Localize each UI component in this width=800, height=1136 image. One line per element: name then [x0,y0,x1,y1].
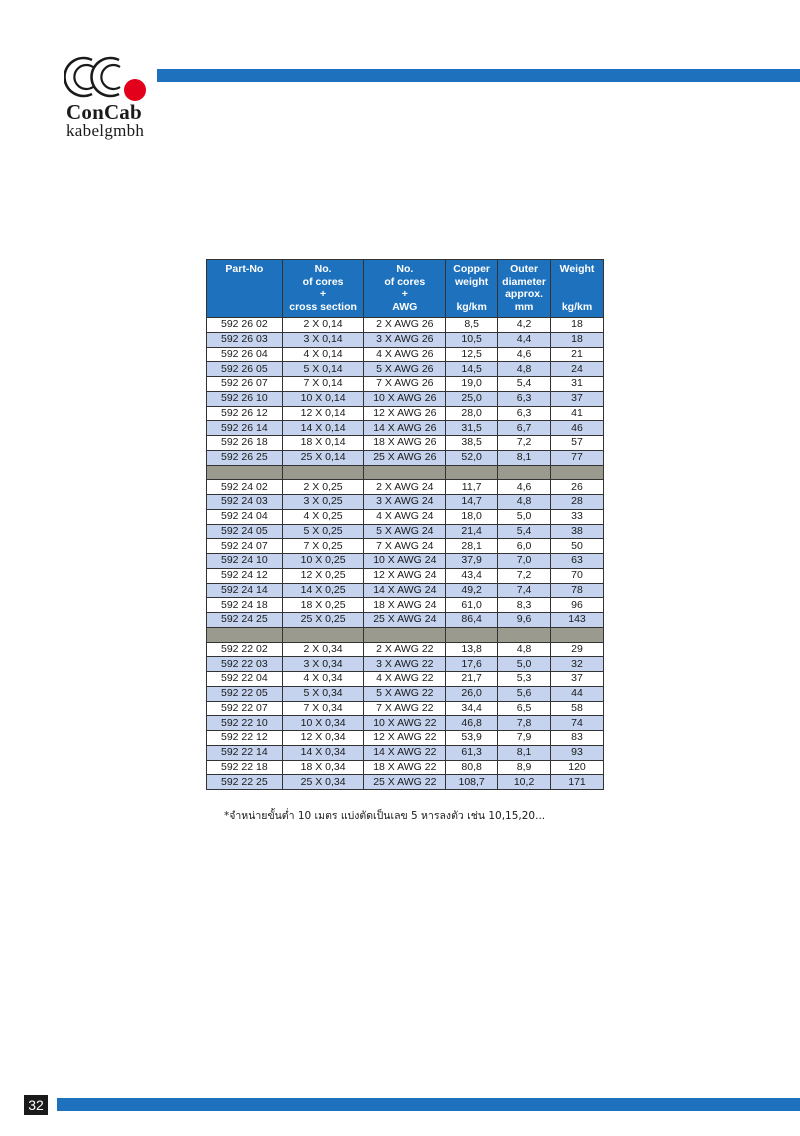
separator-cell [498,465,551,480]
table-cell: 21,4 [446,524,498,539]
table-cell: 10 X AWG 26 [364,391,446,406]
table-cell: 34,4 [446,701,498,716]
table-cell: 13,8 [446,642,498,657]
column-header-line: cross section [289,300,357,313]
table-cell: 46,8 [446,716,498,731]
table-cell: 12,5 [446,347,498,362]
table-cell: 592 22 05 [207,686,283,701]
separator-cell [551,465,604,480]
group-separator [207,465,604,480]
column-header-line: of cores [384,275,426,288]
table-cell: 28,1 [446,539,498,554]
header-row [207,260,604,318]
table-cell: 8,3 [498,598,551,613]
table-cell: 38 [551,524,604,539]
column-header-line: Part-No [225,263,264,275]
table-cell: 26 [551,480,604,495]
column-header [446,260,498,318]
table-row [207,568,604,583]
table-cell: 592 22 04 [207,672,283,687]
table-cell: 5,4 [498,377,551,392]
column-header-line: approx. [505,288,544,300]
table-cell: 4 X 0,34 [282,672,364,687]
table-cell: 12 X AWG 22 [364,731,446,746]
table-cell: 25 X 0,34 [282,775,364,790]
table-cell: 171 [551,775,604,790]
table-cell: 592 24 07 [207,539,283,554]
table-cell: 12 X AWG 24 [364,568,446,583]
logo-name: ConCab [66,100,142,124]
table-cell: 7,0 [498,554,551,569]
table-cell: 18 X AWG 24 [364,598,446,613]
table-cell: 7 X 0,25 [282,539,364,554]
table-row [207,642,604,657]
table-cell: 49,2 [446,583,498,598]
table-cell: 8,9 [498,760,551,775]
column-header-line: Outer [510,263,539,275]
separator-cell [498,627,551,642]
column-header-line [446,288,497,301]
table-cell: 32 [551,657,604,672]
group-separator [207,627,604,642]
table-cell: 592 22 02 [207,642,283,657]
table-cell: 4,8 [498,642,551,657]
separator-cell [207,465,283,480]
table-cell: 2 X AWG 22 [364,642,446,657]
table-cell: 7,4 [498,583,551,598]
table-cell: 28 [551,495,604,510]
header-bar [157,69,800,82]
table-cell: 592 24 18 [207,598,283,613]
table-cell: 37 [551,672,604,687]
table-cell: 592 22 18 [207,760,283,775]
table-cell: 4 X AWG 24 [364,509,446,524]
table-cell: 74 [551,716,604,731]
table-cell: 7 X 0,14 [282,377,364,392]
table-cell: 21,7 [446,672,498,687]
table-cell: 4,6 [498,347,551,362]
table-cell: 120 [551,760,604,775]
table-cell: 592 22 12 [207,731,283,746]
table-row [207,421,604,436]
concab-logo [64,48,164,144]
table-cell: 4,6 [498,480,551,495]
column-header [282,260,364,318]
table-cell: 12 X 0,25 [282,568,364,583]
table-row [207,716,604,731]
table-cell: 592 22 14 [207,745,283,760]
logo-subtitle: kabelgmbh [66,121,145,140]
table-cell: 93 [551,745,604,760]
concab-logo-mark-icon [64,48,164,108]
page-number: 32 [24,1095,48,1115]
column-header-line: No. [314,263,332,275]
table-cell: 6,0 [498,539,551,554]
table-cell: 5 X AWG 26 [364,362,446,377]
table-cell: 57 [551,436,604,451]
table-cell: 7 X 0,34 [282,701,364,716]
table-cell: 8,1 [498,450,551,465]
table-cell: 19,0 [446,377,498,392]
table-cell: 25 X 0,14 [282,450,364,465]
table-cell: 3 X AWG 26 [364,332,446,347]
table-cell: 25 X 0,25 [282,613,364,628]
column-header-line [551,288,603,301]
table-cell: 592 24 05 [207,524,283,539]
footnote: *จำหน่ายขั้นต่ำ 10 เมตร แบ่งตัดเป็นเลข 5 หารลงตัว เช่น 10,15,20... [224,810,546,822]
table-cell: 43,4 [446,568,498,583]
table-cell: 7 X AWG 26 [364,377,446,392]
separator-cell [446,627,498,642]
table-cell: 592 26 10 [207,391,283,406]
column-header-line: No. [396,263,414,275]
table-cell: 25 X AWG 26 [364,450,446,465]
table-cell: 61,0 [446,598,498,613]
column-header [551,260,604,318]
table-row [207,480,604,495]
column-header-line: weight [455,275,489,288]
table-row [207,318,604,333]
table-cell: 4,2 [498,318,551,333]
table-cell: 592 24 02 [207,480,283,495]
table-cell: 4 X 0,25 [282,509,364,524]
column-header-line: kg/km [456,300,487,313]
table-cell: 5,4 [498,524,551,539]
table-row [207,613,604,628]
table-cell: 5 X 0,25 [282,524,364,539]
table-cell: 108,7 [446,775,498,790]
table-cell: 592 26 12 [207,406,283,421]
table-cell: 5 X 0,34 [282,686,364,701]
column-header-line [551,276,603,289]
table-cell: 592 22 03 [207,657,283,672]
table-row [207,347,604,362]
table-row [207,672,604,687]
separator-cell [282,465,364,480]
table-cell: 592 26 05 [207,362,283,377]
separator-cell [282,627,364,642]
table-cell: 12 X 0,14 [282,406,364,421]
table-row [207,391,604,406]
column-header-line: kg/km [561,300,593,313]
table-row [207,775,604,790]
separator-cell [364,465,446,480]
table-cell: 4 X AWG 26 [364,347,446,362]
table-cell: 52,0 [446,450,498,465]
table-cell: 3 X AWG 24 [364,495,446,510]
table-cell: 592 22 10 [207,716,283,731]
table-cell: 25 X AWG 22 [364,775,446,790]
table-cell: 3 X AWG 22 [364,657,446,672]
column-header-line: + [320,288,327,300]
table-cell: 18 X 0,25 [282,598,364,613]
table-row [207,701,604,716]
table-cell: 14 X 0,14 [282,421,364,436]
table-cell: 12 X 0,34 [282,731,364,746]
table-cell: 592 22 07 [207,701,283,716]
table-cell: 6,3 [498,406,551,421]
table-cell: 70 [551,568,604,583]
table-cell: 3 X 0,34 [282,657,364,672]
table-cell: 11,7 [446,480,498,495]
table-cell: 41 [551,406,604,421]
table-cell: 17,6 [446,657,498,672]
table-cell: 2 X 0,25 [282,480,364,495]
footer-bar [57,1098,800,1111]
column-header-line: + [401,288,408,300]
table-cell: 24 [551,362,604,377]
table-cell: 14,5 [446,362,498,377]
table-row [207,760,604,775]
table-cell: 83 [551,731,604,746]
separator-cell [446,465,498,480]
table-cell: 592 26 03 [207,332,283,347]
table-cell: 592 24 25 [207,613,283,628]
table-cell: 6,5 [498,701,551,716]
table-cell: 33 [551,509,604,524]
table-cell: 12 X AWG 26 [364,406,446,421]
table-cell: 18 X 0,14 [282,436,364,451]
table-cell: 18,0 [446,509,498,524]
column-header [364,260,446,318]
table-cell: 14 X AWG 22 [364,745,446,760]
table-row [207,731,604,746]
table-cell: 592 26 18 [207,436,283,451]
table-cell: 5,6 [498,686,551,701]
table-cell: 14 X AWG 24 [364,583,446,598]
table-row [207,524,604,539]
column-header-line: AWG [392,300,418,313]
table-cell: 46 [551,421,604,436]
table-row [207,598,604,613]
table-cell: 18 X 0,34 [282,760,364,775]
table-cell: 31,5 [446,421,498,436]
table-row [207,539,604,554]
table-cell: 592 24 14 [207,583,283,598]
table-cell: 4,8 [498,362,551,377]
table-cell: 5 X AWG 22 [364,686,446,701]
table-cell: 18 [551,332,604,347]
table-cell: 4,4 [498,332,551,347]
table-row [207,657,604,672]
column-header-line: Copper [453,263,490,275]
table-cell: 4 X AWG 22 [364,672,446,687]
table-row [207,495,604,510]
table-cell: 25,0 [446,391,498,406]
table-cell: 7 X AWG 22 [364,701,446,716]
table-cell: 58 [551,701,604,716]
column-header-line: diameter [502,275,546,288]
table-cell: 2 X 0,34 [282,642,364,657]
table-cell: 7,2 [498,568,551,583]
table-cell: 10 X AWG 24 [364,554,446,569]
table-cell: 50 [551,539,604,554]
table-body [207,318,604,790]
table-cell: 10 X 0,34 [282,716,364,731]
table-cell: 18 [551,318,604,333]
table-cell: 7,9 [498,731,551,746]
table-cell: 3 X 0,14 [282,332,364,347]
table-cell: 592 26 02 [207,318,283,333]
table-cell: 5,0 [498,657,551,672]
table-cell: 143 [551,613,604,628]
table-cell: 3 X 0,25 [282,495,364,510]
table-cell: 78 [551,583,604,598]
table-cell: 10 X 0,14 [282,391,364,406]
table-cell: 592 24 12 [207,568,283,583]
table-cell: 18 X AWG 22 [364,760,446,775]
table-cell: 5,0 [498,509,551,524]
table-cell: 7 X AWG 24 [364,539,446,554]
table-cell: 6,3 [498,391,551,406]
table-row [207,406,604,421]
table-cell: 2 X AWG 24 [364,480,446,495]
table-cell: 10 X AWG 22 [364,716,446,731]
table-cell: 592 24 10 [207,554,283,569]
table-cell: 592 26 25 [207,450,283,465]
column-header [498,260,551,318]
table-cell: 28,0 [446,406,498,421]
table-cell: 38,5 [446,436,498,451]
table-cell: 14 X AWG 26 [364,421,446,436]
column-header-line: Weight [559,263,595,275]
table-row [207,686,604,701]
table-cell: 10,2 [498,775,551,790]
table-cell: 8,1 [498,745,551,760]
table-row [207,362,604,377]
table-cell: 25 X AWG 24 [364,613,446,628]
table-cell: 63 [551,554,604,569]
table-cell: 53,9 [446,731,498,746]
column-header-line: mm [514,300,534,313]
table-cell: 7,2 [498,436,551,451]
table-cell: 37 [551,391,604,406]
table-cell: 2 X AWG 26 [364,318,446,333]
table-cell: 29 [551,642,604,657]
table-cell: 5,3 [498,672,551,687]
table-header [207,260,604,318]
table-cell: 8,5 [446,318,498,333]
column-header-line: of cores [302,275,344,288]
table-row [207,377,604,392]
table-cell: 7,8 [498,716,551,731]
table-cell: 10 X 0,25 [282,554,364,569]
table-cell: 4,8 [498,495,551,510]
table-cell: 592 24 04 [207,509,283,524]
table-cell: 9,6 [498,613,551,628]
table-cell: 77 [551,450,604,465]
table-cell: 592 26 14 [207,421,283,436]
table-cell: 37,9 [446,554,498,569]
separator-cell [364,627,446,642]
table-row [207,745,604,760]
table-row [207,450,604,465]
table-cell: 592 22 25 [207,775,283,790]
table-cell: 592 26 07 [207,377,283,392]
table-cell: 14,7 [446,495,498,510]
table-cell: 96 [551,598,604,613]
table-cell: 4 X 0,14 [282,347,364,362]
separator-cell [207,627,283,642]
table-cell: 44 [551,686,604,701]
table-cell: 18 X AWG 26 [364,436,446,451]
table-row [207,436,604,451]
table-cell: 10,5 [446,332,498,347]
table-cell: 14 X 0,25 [282,583,364,598]
separator-cell [551,627,604,642]
table-row [207,509,604,524]
table-cell: 61,3 [446,745,498,760]
table-cell: 86,4 [446,613,498,628]
table-cell: 21 [551,347,604,362]
table-row [207,583,604,598]
column-header [207,260,283,318]
table-cell: 31 [551,377,604,392]
table-cell: 26,0 [446,686,498,701]
table-row [207,554,604,569]
table-cell: 5 X 0,14 [282,362,364,377]
table-cell: 592 24 03 [207,495,283,510]
table-cell: 5 X AWG 24 [364,524,446,539]
table-cell: 592 26 04 [207,347,283,362]
table-cell: 2 X 0,14 [282,318,364,333]
cable-spec-table [206,259,604,790]
table-row [207,332,604,347]
table-cell: 14 X 0,34 [282,745,364,760]
table-cell: 6,7 [498,421,551,436]
table-cell: 80,8 [446,760,498,775]
